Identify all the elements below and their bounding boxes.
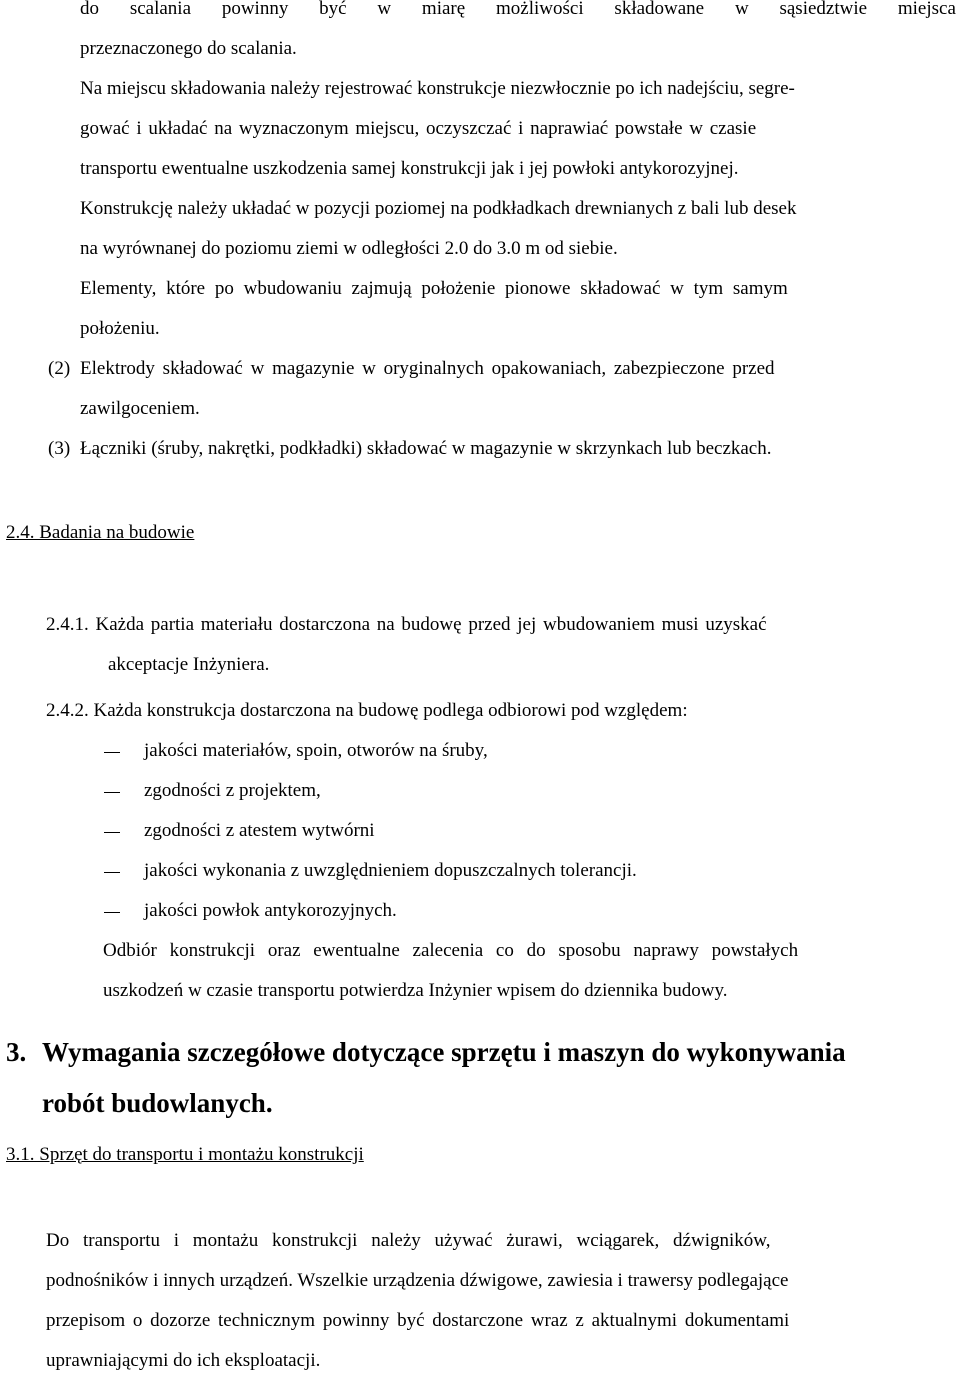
bullet-item: zgodności z atestem wytwórni: [144, 820, 375, 841]
para-2-4-1-line-2: akceptacje Inżyniera.: [108, 654, 270, 675]
closing-line-1: Odbiór konstrukcji oraz ewentualne zalecenia co do sposobu naprawy powstałych: [103, 940, 799, 961]
section-3-title-line-1: Wymagania szczegółowe dotyczące sprzętu i maszyn do wykonywania: [42, 1037, 846, 1067]
section-3-1-line-3: przepisom o dozorze technicznym powinny być dostarczone wraz z aktualnymi dokumentami: [46, 1310, 790, 1331]
bullet-dash: [104, 912, 120, 913]
word: miarę: [421, 0, 466, 19]
word: w: [377, 0, 392, 19]
word: do: [80, 0, 99, 19]
bullet-item: jakości wykonania z uwzględnieniem dopuszczalnych tolerancji.: [144, 860, 637, 881]
section-3-title-line-2: robót budowlanych.: [42, 1088, 273, 1118]
word: w: [734, 0, 749, 19]
top-para-line-6: Konstrukcję należy układać w pozycji poziomej na podkładkach drewnianych z bali lub desek: [80, 198, 797, 219]
bullet-item: jakości powłok antykorozyjnych.: [144, 900, 397, 921]
para-2-4-2-line-1: 2.4.2. Każda konstrukcja dostarczona na budowę podlega odbiorowi pod względem:: [46, 700, 688, 721]
bullet-dash: [104, 792, 120, 793]
item-2-line-2: zawilgoceniem.: [80, 398, 200, 419]
item-2-line-1: Elektrody składować w magazynie w oryginalnych opakowaniach, zabezpieczone przed: [80, 358, 775, 379]
top-para-line-3: Na miejscu składowania należy rejestrować konstrukcje niezwłocznie po ich nadejściu, segre-: [80, 78, 795, 99]
section-3-1-line-1: Do transportu i montażu konstrukcji należy używać żurawi, wciągarek, dźwigników,: [46, 1230, 771, 1251]
section-3-number: 3.: [6, 1037, 27, 1067]
item-3-marker: (3): [48, 438, 71, 459]
word: sąsiedztwie: [779, 0, 868, 19]
bullet-dash: [104, 752, 120, 753]
top-para-line-2: przeznaczonego do scalania.: [80, 38, 297, 59]
word: możliwości: [496, 0, 584, 19]
bullet-item: jakości materiałów, spoin, otworów na śruby,: [144, 740, 488, 761]
top-para-line-4: gować i układać na wyznaczonym miejscu, oczyszczać i naprawiać powstałe w czasie: [80, 118, 757, 139]
top-para-line-8: Elementy, które po wbudowaniu zajmują położenie pionowe składować w tym samym: [80, 278, 788, 299]
word: miejsca: [897, 0, 956, 19]
word: powinny: [221, 0, 289, 19]
section-2-4-heading: 2.4. Badania na budowie: [6, 522, 195, 543]
item-3-line-1: Łączniki (śruby, nakrętki, podkładki) składować w magazynie w skrzynkach lub beczkach.: [80, 438, 772, 459]
item-2-marker: (2): [48, 358, 71, 379]
bullet-dash: [104, 832, 120, 833]
section-3-1-heading: 3.1. Sprzęt do transportu i montażu konstrukcji: [6, 1144, 364, 1165]
top-para-line-7: na wyrównanej do poziomu ziemi w odległości 2.0 do 3.0 m od siebie.: [80, 238, 618, 259]
bullet-dash: [104, 872, 120, 873]
word: być: [319, 0, 347, 19]
word: scalania: [129, 0, 191, 19]
bullet-item: zgodności z projektem,: [144, 780, 321, 801]
para-2-4-1-line-1: 2.4.1. Każda partia materiału dostarczona na budowę przed jej wbudowaniem musi uzyskać: [46, 614, 767, 635]
top-para-line-9: położeniu.: [80, 318, 160, 339]
word: składowane: [614, 0, 705, 19]
section-3-1-line-2: podnośników i innych urządzeń. Wszelkie urządzenia dźwigowe, zawiesia i trawersy podlegające: [46, 1270, 789, 1291]
top-para-line-5: transportu ewentualne uszkodzenia samej konstrukcji jak i jej powłoki antykorozyjnej.: [80, 158, 739, 179]
closing-line-2: uszkodzeń w czasie transportu potwierdza Inżynier wpisem do dziennika budowy.: [103, 980, 728, 1001]
section-3-1-line-4: uprawniającymi do ich eksploatacji.: [46, 1350, 321, 1371]
top-para-line-1: [80, 0, 956, 21]
